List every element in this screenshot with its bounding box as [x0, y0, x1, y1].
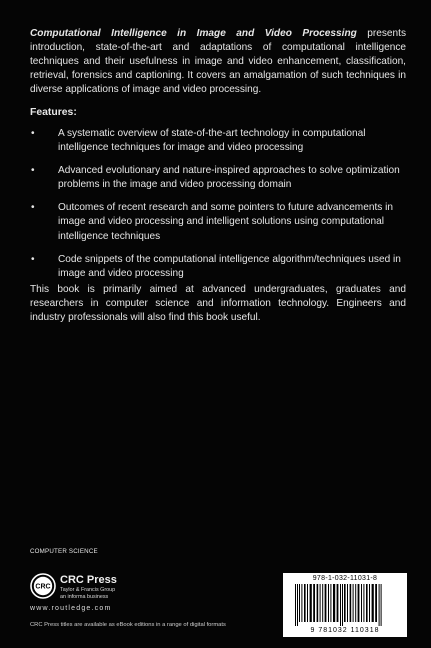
- barcode-bar: [350, 584, 352, 622]
- barcode-bars: [293, 584, 397, 626]
- barcode-bar: [375, 584, 377, 622]
- barcode-bar: [295, 584, 296, 626]
- barcode-bar: [320, 584, 321, 622]
- feature-text: Outcomes of recent research and some pointers to future advancements in image and video processing and intelligent solutions using computational intelligence techniques: [58, 202, 393, 242]
- feature-text: A systematic overview of state-of-the-art technology in computational intelligence techniques for image and video processing: [58, 128, 366, 154]
- barcode-bar: [381, 584, 382, 626]
- feature-text: Code snippets of the computational intelligence algorithm/techniques used in image and video processing: [58, 253, 401, 279]
- features-heading: Features:: [30, 107, 77, 118]
- barcode-bar: [304, 584, 306, 622]
- bullet-icon: •: [31, 253, 35, 265]
- feature-item: [30, 127, 410, 155]
- barcode-bar: [340, 584, 341, 626]
- barcode-bar: [361, 584, 362, 622]
- barcode-bar: [313, 584, 315, 622]
- feature-item: [30, 253, 410, 281]
- barcode-bar: [379, 584, 380, 626]
- barcode-bar: [325, 584, 327, 622]
- barcode-digits: 9 781032 110318: [310, 627, 380, 634]
- description-paragraph: [30, 27, 406, 97]
- barcode-bar: [328, 584, 329, 622]
- barcode-bar: [301, 584, 302, 622]
- logo-text: CRC: [35, 583, 51, 591]
- publisher-name: CRC Press: [60, 574, 117, 586]
- isbn-number: 978-1-032-11031-8: [312, 575, 378, 582]
- publisher-parent: an informa business: [60, 594, 109, 600]
- barcode-bar: [299, 584, 300, 622]
- feature-text: Advanced evolutionary and nature-inspired approaches to solve optimization problems in the image and video processing domain: [58, 165, 400, 191]
- barcode-bar: [330, 584, 331, 622]
- barcode-bar: [372, 584, 374, 622]
- barcode-bar: [353, 584, 354, 622]
- barcode-bar: [369, 584, 370, 622]
- barcode-bar: [363, 584, 364, 622]
- barcode-bar: [310, 584, 312, 622]
- feature-item: [30, 201, 410, 243]
- barcode-bar: [297, 584, 298, 626]
- barcode-bar: [342, 584, 343, 626]
- barcode-bar: [347, 584, 348, 622]
- barcode-bar: [366, 584, 368, 622]
- barcode-bar: [322, 584, 323, 622]
- barcode-bar: [333, 584, 335, 622]
- bullet-icon: •: [31, 128, 35, 139]
- book-title: Computational Intelligence in Image and Video Processing: [30, 28, 357, 39]
- feature-item: [30, 164, 410, 192]
- features-list: [30, 127, 410, 290]
- crc-press-logo-icon: [30, 573, 56, 599]
- bullet-icon: •: [31, 165, 35, 177]
- barcode-bar: [344, 584, 346, 622]
- description-text: presents introduction, state-of-the-art and adaptations of computational intelligence techniques and their usefulness in image and video enhancement, classification, retrieval, forensics and captioning. It covers an amalgamation of such techniques in diverse applications of image and video processing.: [30, 28, 406, 96]
- publisher-block: [30, 573, 180, 605]
- publisher-website: www.routledge.com: [30, 605, 112, 612]
- bullet-icon: •: [31, 202, 35, 214]
- barcode-bar: [317, 584, 319, 622]
- barcode-bar: [337, 584, 339, 622]
- barcode-bar: [355, 584, 356, 622]
- audience-paragraph: This book is primarily aimed at advanced undergraduates, graduates and researchers in computer science and information technology. Engineers and industry professionals will also find this book useful.: [30, 284, 406, 324]
- ebook-note: CRC Press titles are available as eBook editions in a range of digital formats: [30, 622, 226, 628]
- barcode-bar: [307, 584, 308, 622]
- subject-category: COMPUTER SCIENCE: [30, 548, 98, 555]
- isbn-barcode: [283, 573, 407, 637]
- barcode-bar: [358, 584, 360, 622]
- publisher-group: Taylor & Francis Group: [60, 587, 116, 593]
